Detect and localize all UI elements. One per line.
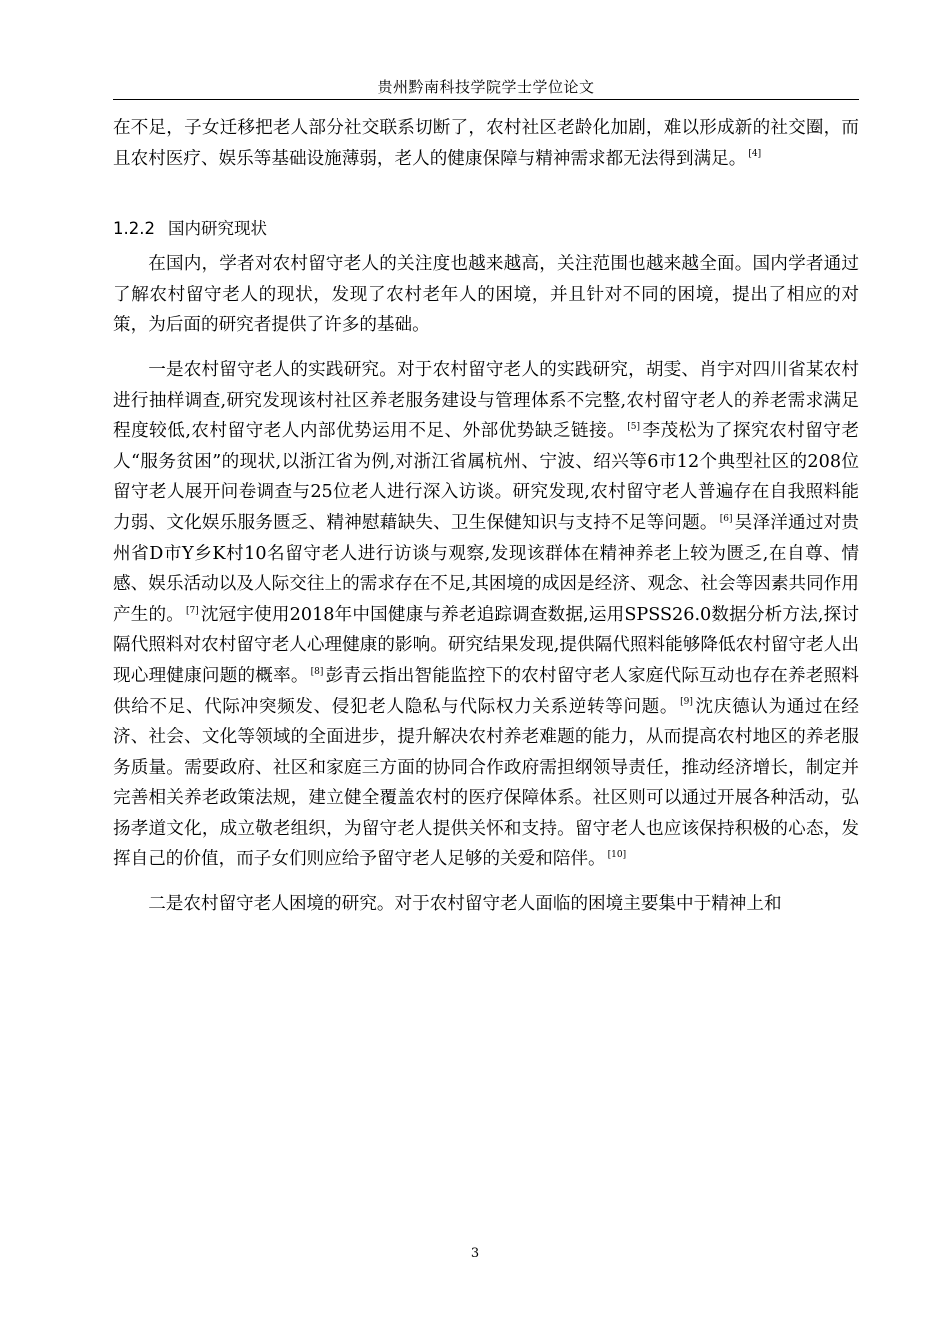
paragraph-practice-research: [113, 355, 859, 875]
header-rule: [113, 99, 859, 100]
paragraph-intro: 在国内，学者对农村留守老人的关注度也越来越高，关注范围也越来越全面。国内学者通过了解农村留守老人的现状，发现了农村老年人的困境，并且针对不同的困境，提出了相应的对策，为后面的研究者提供了许多的基础。: [113, 254, 859, 336]
paragraph-text: 李茂松为了探究农村留守老人“服务贫困”的现状,以浙江省为例,对浙江省属杭州、宁波、绍兴等6市12个典型社区的208位留守老人展开问卷调查与25位老人进行深入访谈。研究发现,农村留守老人普遍存在自我照料能力弱、文化娱乐服务匮乏、精神慰藉缺失、卫生保健知识与支持不足等问题。: [113, 421, 859, 533]
paragraph-dilemma-research: 二是农村留守老人困境的研究。对于农村留守老人面临的困境主要集中于精神上和: [148, 894, 782, 915]
citation-ref[interactable]: [9]: [680, 697, 693, 708]
citation-ref[interactable]: [6]: [719, 513, 733, 524]
section-title: 国内研究现状: [168, 219, 267, 239]
paragraph-text: 吴泽洋通过对贵州省D市Y乡K村10名留守老人进行访谈与观察,发现该群体在精神养老上较为匮乏,在自尊、情感、娱乐活动以及人际交往上的需求存在不足,其困境的成因是经济、观念、社会等因素共同作用产生的。: [113, 512, 859, 625]
page-header: 贵州黔南科技学院学士学位论文: [377, 78, 595, 96]
paragraph-text: 沈冠宇使用2018年中国健康与养老追踪调查数据,运用SPSS26.0数据分析方法,探讨隔代照料对农村留守老人心理健康的影响。研究结果发现,提供隔代照料能够降低农村留守老人出现心理健康问题的概率。: [113, 604, 859, 686]
citation-ref[interactable]: [4]: [748, 149, 762, 160]
paragraph-text: 在不足，子女迁移把老人部分社交联系切断了，农村社区老龄化加剧，难以形成新的社交圈，而且农村医疗、娱乐等基础设施薄弱，老人的健康保障与精神需求都无法得到满足。: [113, 118, 859, 169]
paragraph-text: 彭青云指出智能监控下的农村留守老人家庭代际互动也存在养老照料供给不足、代际冲突频发、侵犯老人隐私与代际权力关系逆转等问题。: [113, 665, 859, 717]
citation-ref[interactable]: [5]: [627, 421, 641, 432]
paragraph-continued: [113, 113, 859, 174]
paragraph-text: 一是农村留守老人的实践研究。对于农村留守老人的实践研究，胡雯、肖宇对四川省某农村进行抽样调查,研究发现该村社区养老服务建设与管理体系不完整,农村留守老人的养老需求满足程度较低,农村留守老人内部优势运用不足、外部优势缺乏链接。: [113, 359, 859, 442]
citation-ref[interactable]: [8]: [310, 666, 324, 677]
page-number: 3: [470, 1246, 480, 1261]
section-number: 1.2.2: [113, 219, 155, 239]
body-text: [113, 113, 859, 920]
citation-ref[interactable]: [10]: [607, 850, 627, 861]
section-heading: [113, 214, 859, 244]
citation-ref[interactable]: [7]: [186, 605, 199, 616]
paragraph-text: 沈庆德认为通过在经济、社会、文化等领域的全面进步，提升解决农村养老难题的能力，从而提高农村地区的养老服务质量。需要政府、社区和家庭三方面的协同合作政府需担纲领导责任，推动经济增长，制定并完善相关养老政策法规，建立健全覆盖农村的医疗保障体系。社区则可以通过开展各种活动，弘扬孝道文化，成立敬老组织，为留守老人提供关怀和支持。留守老人也应该保持积极的心态，发挥自己的价值，而子女们则应给予留守老人足够的关爱和陪伴。: [113, 696, 859, 870]
